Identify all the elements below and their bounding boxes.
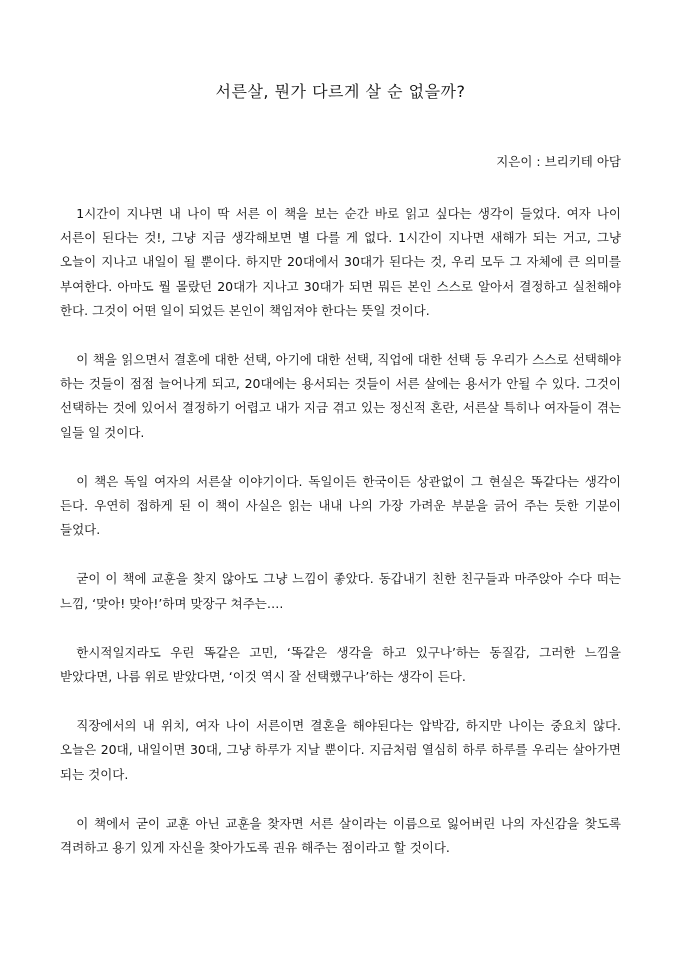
paragraph-1: 1시간이 지나면 내 나이 딱 서른 이 책을 보는 순간 바로 읽고 싶다는 생각이 들었다. 여자 나이 서른이 된다는 것!, 그냥 지금 생각해보면 별 다를 게 없다. 1시간이 지나면 새해가 되는 거고, 그냥 오늘이 지나고 내일이 될 뿐이다. 하지만 20대에서 30대가 된다는 것, 우리 모두 그 자체에 큰 의미를 부여한다. 아마도 뭘 몰랐던 20대가 지나고 30대가 되면 뭐든 본인 스스로 알아서 결정하고 실천해야 한다. 그것이 어떤 일이 되었든 본인이 책임져야 한다는 뜻일 것이다. bbox=[60, 206, 621, 318]
paragraph-2: 이 책을 읽으면서 결혼에 대한 선택, 아기에 대한 선택, 직업에 대한 선택 등 우리가 스스로 선택해야 하는 것들이 점점 늘어나게 되고, 20대에는 용서되는 것들이 서른 살에는 용서가 안될 수 있다. 그것이 선택하는 것에 있어서 결정하기 어렵고 내가 지금 겪고 있는 정신적 혼란, 서른살 특히나 여자들이 겪는 일들 일 것이다. bbox=[60, 352, 621, 440]
author-line: 지은이 : 브리키테 아담 bbox=[496, 154, 621, 169]
paragraph-3: 이 책은 독일 여자의 서른살 이야기이다. 독일이든 한국이든 상관없이 그 현실은 똑같다는 생각이 든다. 우연히 접하게 된 이 책이 사실은 읽는 내내 나의 가장 가려운 부분을 긁어 주는 듯한 기분이 들었다. bbox=[60, 473, 621, 538]
page-title: 서른살, 뭔가 다르게 살 순 없을까? bbox=[215, 82, 466, 101]
document-body bbox=[60, 202, 621, 860]
paragraph-6: 직장에서의 내 위치, 여자 나이 서른이면 결혼을 해야된다는 압박감, 하지만 나이는 중요치 않다. 오늘은 20대, 내일이면 30대, 그냥 하루가 지날 뿐이다. 지금처럼 열심히 하루 하루를 우리는 살아가면 되는 것이다. bbox=[60, 718, 621, 782]
paragraph-4: 굳이 이 책에 교훈을 찾지 않아도 그냥 느낌이 좋았다. 동갑내기 친한 친구들과 마주앉아 수다 떠는 느낌, ‘맞아! 맞아!’하며 맞장구 쳐주는…. bbox=[60, 571, 621, 611]
paragraph-5: 한시적일지라도 우린 똑같은 고민, ‘똑같은 생각을 하고 있구나’하는 동질감, 그러한 느낌을 받았다면, 나름 위로 받았다면, ‘이것 역시 잘 선택했구나’하는 생각이 든다. bbox=[60, 644, 621, 685]
paragraph-7: 이 책에서 굳이 교훈 아닌 교훈을 찾자면 서른 살이라는 이름으로 잃어버린 나의 자신감을 찾도록 격려하고 용기 있게 자신을 찾아가도록 권유 해주는 점이라고 할 것이다. bbox=[60, 815, 621, 856]
